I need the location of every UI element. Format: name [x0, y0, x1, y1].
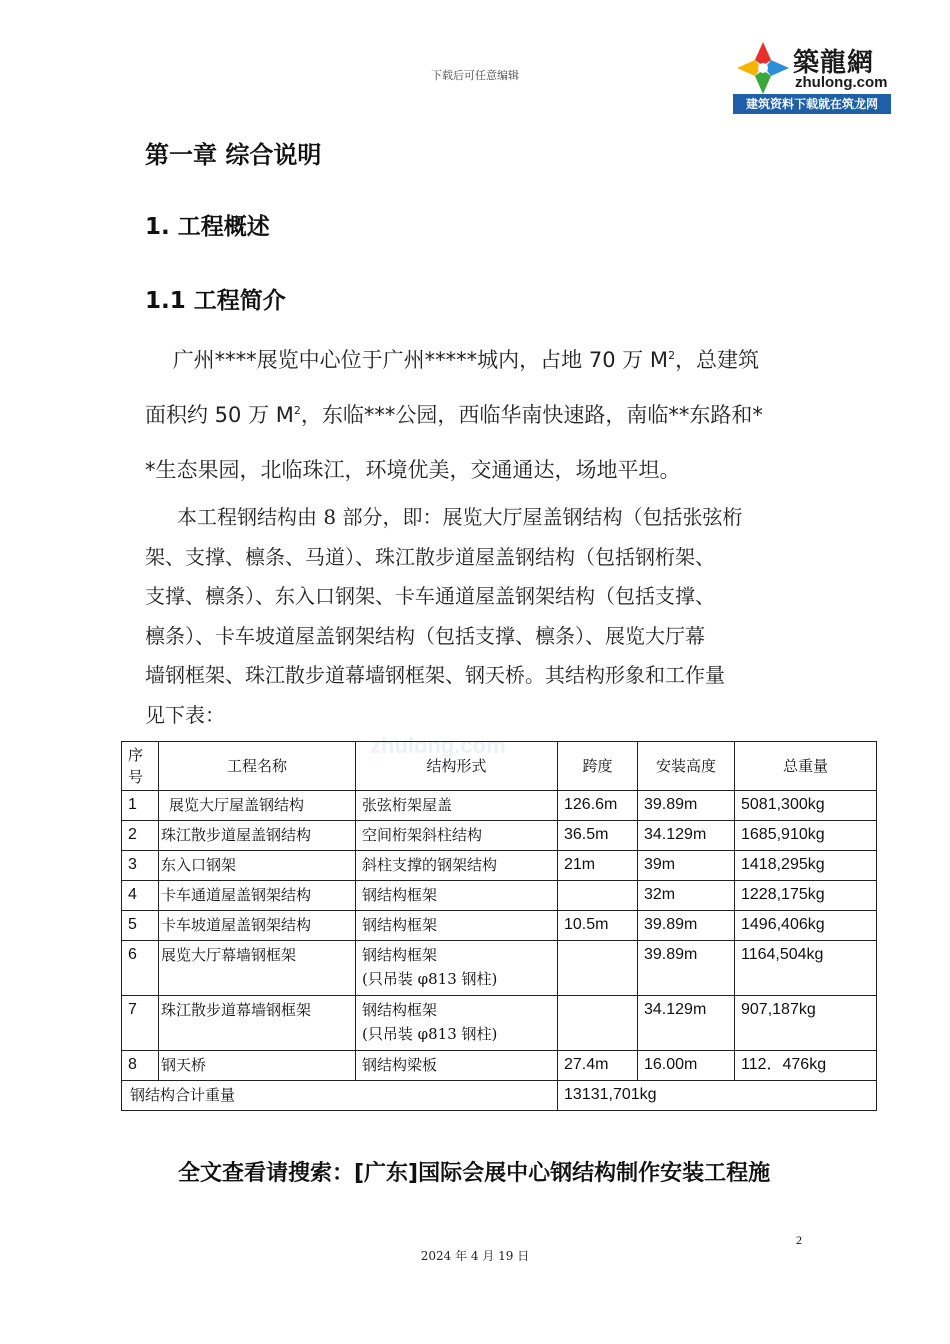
footer-date: 2024 年 4 月 19 日 [420, 1249, 530, 1263]
scope-line: 本工程钢结构由 8 部分，即：展览大厅屋盖钢结构（包括张弦桁 [177, 505, 743, 529]
row-form [356, 941, 558, 996]
intro-line: 广州****展览中心位于广州*****城内，占地 70 万 $M^2$，总建筑 [172, 348, 760, 372]
row-height: 16.00m [638, 1051, 735, 1081]
row-weight: 1496,406kg [735, 911, 877, 941]
row-name: 珠江散步道屋盖钢结构 [159, 821, 356, 851]
subsection-heading: 1.1 工程简介 [145, 288, 286, 314]
row-span: 27.4m [558, 1051, 638, 1081]
row-index: 6 [122, 941, 159, 996]
row-form-note: (只吊装 φ813 钢柱) [362, 970, 498, 988]
row-form: 钢结构框架 [356, 911, 558, 941]
row-span: 10.5m [558, 911, 638, 941]
row-height: 34.129m [638, 821, 735, 851]
intro-paragraph [145, 333, 810, 498]
table-row [122, 881, 877, 911]
row-span: 21m [558, 851, 638, 881]
table-row [122, 851, 877, 881]
row-form-note: (只吊装 φ813 钢柱) [362, 1025, 498, 1043]
zhulong-logo[interactable] [733, 38, 891, 114]
row-name: 卡车坡道屋盖钢架结构 [159, 911, 356, 941]
scope-line: 架、支撑、檩条、马道）、珠江散步道屋盖钢结构（包括钢桁架、 [145, 544, 715, 569]
row-weight: 1685,910kg [735, 821, 877, 851]
row-span [558, 996, 638, 1051]
row-weight: 112．476kg [735, 1051, 877, 1081]
logo-english-name: zhulong.com [795, 74, 888, 91]
row-index: 2 [122, 821, 159, 851]
row-height: 39m [638, 851, 735, 881]
row-height: 39.89m [638, 941, 735, 996]
row-span: 126.6m [558, 791, 638, 821]
row-height: 34.129m [638, 996, 735, 1051]
row-span [558, 941, 638, 996]
row-name: 展览大厅幕墙钢框架 [159, 941, 356, 996]
pinwheel-logo-icon [735, 40, 791, 96]
table-row [122, 941, 877, 996]
row-index: 5 [122, 911, 159, 941]
row-index: 3 [122, 851, 159, 881]
table-row [122, 1051, 877, 1081]
scope-line: 见下表： [145, 702, 225, 727]
row-form-text: 钢结构框架 [362, 1001, 438, 1019]
intro-line: *生态果园，北临珠江，环境优美，交通通达，场地平坦。 [145, 458, 681, 482]
header-form: 结构形式 [356, 742, 558, 791]
table-row [122, 996, 877, 1051]
header-note: 下载后可任意编辑 [431, 69, 519, 82]
header-height: 安装高度 [638, 742, 735, 791]
scope-line: 墙钢框架、珠江散步道幕墙钢框架、钢天桥。其结构形象和工作量 [145, 663, 725, 687]
row-height: 39.89m [638, 791, 735, 821]
row-weight: 1418,295kg [735, 851, 877, 881]
header-index: 序号 [122, 742, 159, 791]
row-index: 8 [122, 1051, 159, 1081]
row-form-text: 钢结构框架 [362, 946, 438, 964]
superscript: 2 [668, 349, 676, 362]
table-header-row [122, 742, 877, 791]
watermark: zhulong.com [370, 733, 506, 758]
row-weight: 5081,300kg [735, 791, 877, 821]
row-form [356, 996, 558, 1051]
logo-chinese-name: 築龍網 [793, 48, 875, 78]
header-span: 跨度 [558, 742, 638, 791]
row-form: 斜柱支撑的钢架结构 [356, 851, 558, 881]
section-heading: 1. 工程概述 [145, 214, 270, 240]
row-height: 32m [638, 881, 735, 911]
table-total-row [122, 1081, 877, 1111]
chapter-title: 第一章 综合说明 [145, 141, 322, 169]
row-form: 钢结构框架 [356, 881, 558, 911]
table-row [122, 911, 877, 941]
header-weight: 总重量 [735, 742, 877, 791]
row-span: 36.5m [558, 821, 638, 851]
total-value: 13131,701kg [558, 1081, 877, 1111]
scope-line: 檩条）、卡车坡道屋盖钢架结构（包括支撑、檩条）、展览大厅幕 [145, 623, 705, 648]
row-index: 4 [122, 881, 159, 911]
total-label: 钢结构合计重量 [122, 1081, 558, 1111]
scope-paragraph [145, 498, 810, 735]
row-index: 7 [122, 996, 159, 1051]
table-row [122, 791, 877, 821]
steel-structure-table [121, 741, 877, 1111]
row-name: 珠江散步道幕墙钢框架 [159, 996, 356, 1051]
row-weight: 1164,504kg [735, 941, 877, 996]
row-name: 展览大厅屋盖钢结构 [159, 791, 356, 821]
row-form: 钢结构梁板 [356, 1051, 558, 1081]
row-weight: 907,187kg [735, 996, 877, 1051]
scope-line: 支撑、檩条）、东入口钢架、卡车通道屋盖钢架结构（包括支撑、 [145, 584, 715, 608]
intro-line: 面积约 50 万 $M^2$，东临***公园，西临华南快速路，南临**东路和* [145, 403, 763, 427]
row-height: 39.89m [638, 911, 735, 941]
row-span [558, 881, 638, 911]
row-form: 张弦桁架屋盖 [356, 791, 558, 821]
search-prompt: 全文查看请搜索：[广东]国际会展中心钢结构制作安装工程施 [178, 1161, 771, 1186]
row-index: 1 [122, 791, 159, 821]
row-weight: 1228,175kg [735, 881, 877, 911]
table-row [122, 821, 877, 851]
header-name: 工程名称 [159, 742, 356, 791]
superscript: 2 [293, 404, 301, 417]
row-name: 卡车通道屋盖钢架结构 [159, 881, 356, 911]
page-number: 2 [796, 1233, 802, 1247]
row-name: 东入口钢架 [159, 851, 356, 881]
row-form: 空间桁架斜柱结构 [356, 821, 558, 851]
logo-slogan: 建筑资料下载就在筑龙网 [733, 94, 891, 114]
row-name: 钢天桥 [159, 1051, 356, 1081]
